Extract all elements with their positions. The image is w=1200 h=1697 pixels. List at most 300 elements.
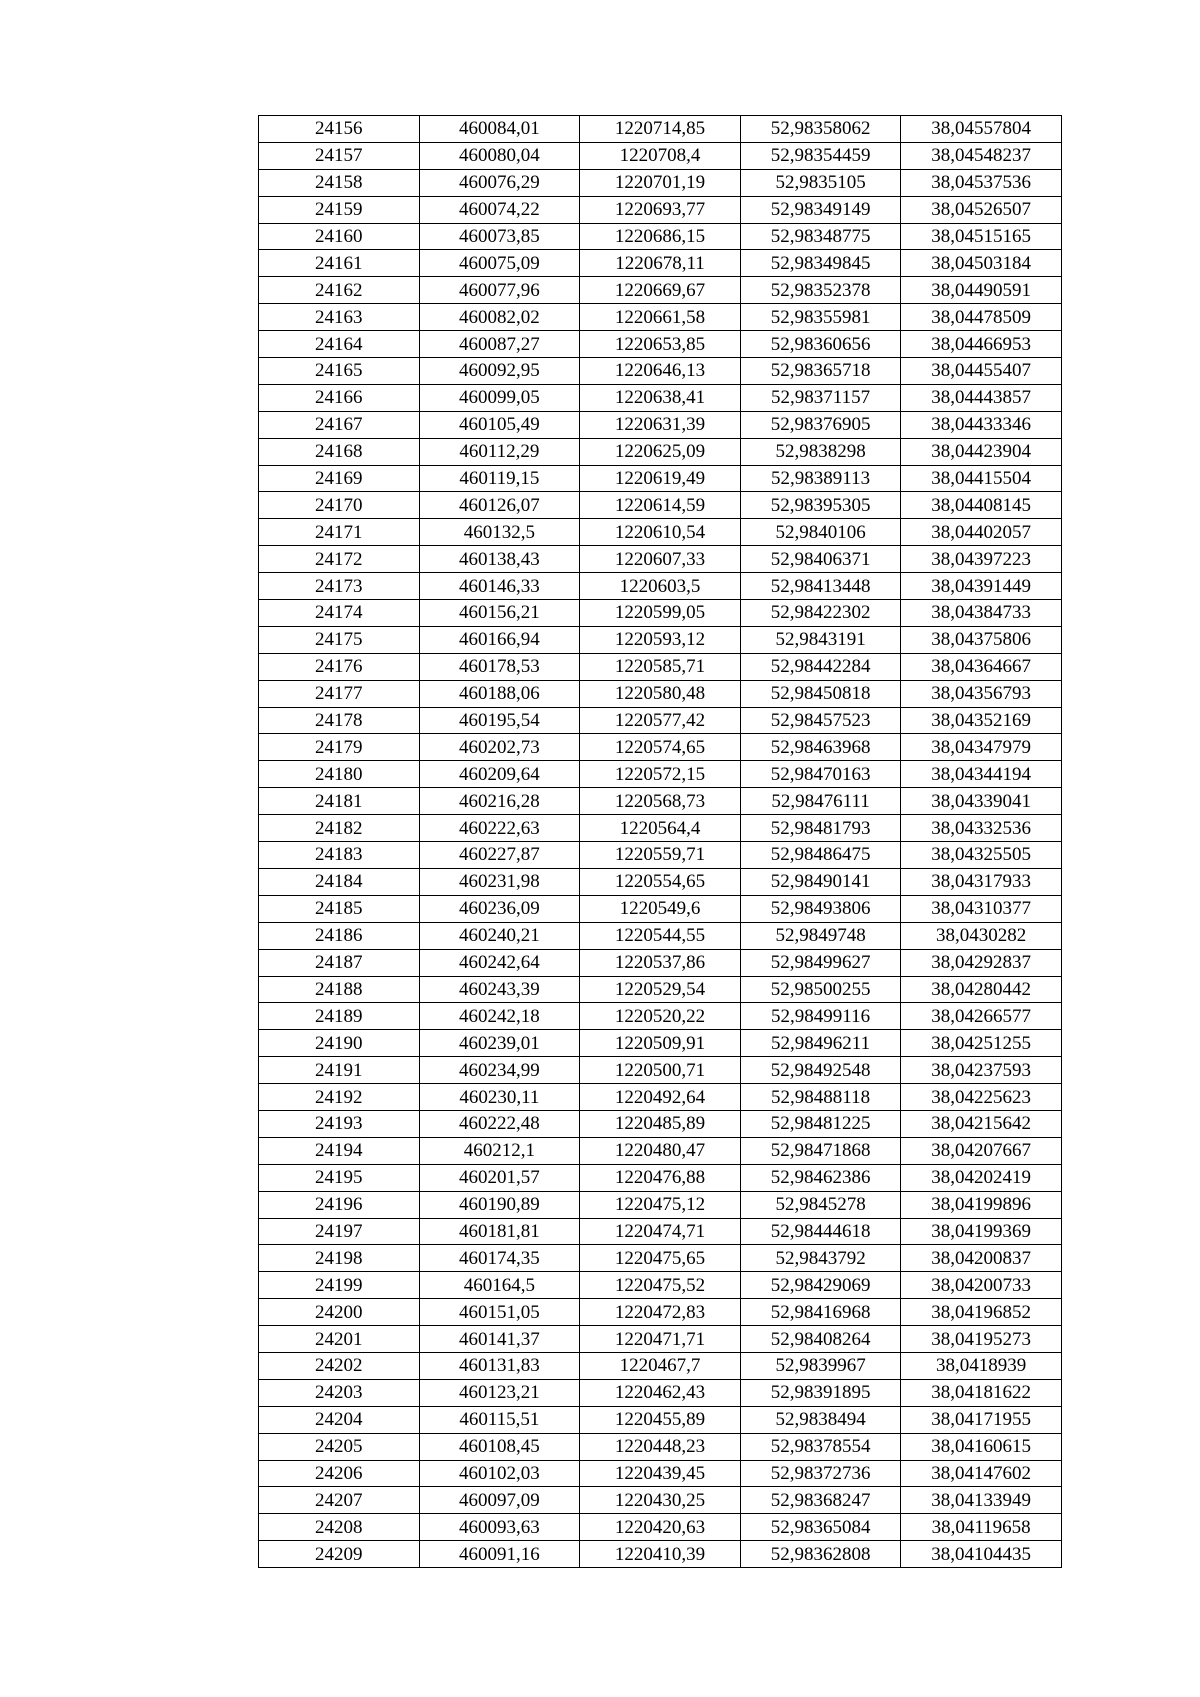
x-coordinate-cell: 460138,43 xyxy=(419,546,580,573)
longitude-cell: 38,04237593 xyxy=(901,1057,1062,1084)
latitude-cell: 52,98422302 xyxy=(740,600,901,627)
longitude-cell: 38,04225623 xyxy=(901,1084,1062,1111)
point-number-cell: 24206 xyxy=(259,1460,420,1487)
table-row xyxy=(259,1460,1062,1487)
table-row xyxy=(259,1272,1062,1299)
y-coordinate-cell: 1220631,39 xyxy=(580,411,741,438)
x-coordinate-cell: 460075,09 xyxy=(419,250,580,277)
point-number-cell: 24173 xyxy=(259,573,420,600)
x-coordinate-cell: 460084,01 xyxy=(419,116,580,143)
longitude-cell: 38,04160615 xyxy=(901,1433,1062,1460)
x-coordinate-cell: 460166,94 xyxy=(419,626,580,653)
x-coordinate-cell: 460242,64 xyxy=(419,949,580,976)
table-row xyxy=(259,250,1062,277)
latitude-cell: 52,98406371 xyxy=(740,546,901,573)
table-row xyxy=(259,465,1062,492)
longitude-cell: 38,04352169 xyxy=(901,707,1062,734)
latitude-cell: 52,9835105 xyxy=(740,169,901,196)
x-coordinate-cell: 460236,09 xyxy=(419,895,580,922)
y-coordinate-cell: 1220603,5 xyxy=(580,573,741,600)
longitude-cell: 38,04384733 xyxy=(901,600,1062,627)
longitude-cell: 38,0418939 xyxy=(901,1352,1062,1379)
x-coordinate-cell: 460216,28 xyxy=(419,788,580,815)
longitude-cell: 38,04332536 xyxy=(901,815,1062,842)
y-coordinate-cell: 1220439,45 xyxy=(580,1460,741,1487)
latitude-cell: 52,98490141 xyxy=(740,868,901,895)
x-coordinate-cell: 460188,06 xyxy=(419,680,580,707)
point-number-cell: 24207 xyxy=(259,1487,420,1514)
longitude-cell: 38,04557804 xyxy=(901,116,1062,143)
latitude-cell: 52,98362808 xyxy=(740,1541,901,1568)
latitude-cell: 52,98349149 xyxy=(740,196,901,223)
point-number-cell: 24183 xyxy=(259,842,420,869)
point-number-cell: 24200 xyxy=(259,1299,420,1326)
y-coordinate-cell: 1220455,89 xyxy=(580,1406,741,1433)
longitude-cell: 38,04375806 xyxy=(901,626,1062,653)
latitude-cell: 52,98416968 xyxy=(740,1299,901,1326)
longitude-cell: 38,04515165 xyxy=(901,223,1062,250)
point-number-cell: 24201 xyxy=(259,1326,420,1353)
table-row xyxy=(259,1110,1062,1137)
point-number-cell: 24176 xyxy=(259,653,420,680)
point-number-cell: 24159 xyxy=(259,196,420,223)
table-row xyxy=(259,304,1062,331)
x-coordinate-cell: 460102,03 xyxy=(419,1460,580,1487)
table-row xyxy=(259,895,1062,922)
table-row xyxy=(259,331,1062,358)
x-coordinate-cell: 460108,45 xyxy=(419,1433,580,1460)
point-number-cell: 24196 xyxy=(259,1191,420,1218)
table-row xyxy=(259,1245,1062,1272)
y-coordinate-cell: 1220549,6 xyxy=(580,895,741,922)
y-coordinate-cell: 1220475,65 xyxy=(580,1245,741,1272)
longitude-cell: 38,04202419 xyxy=(901,1164,1062,1191)
y-coordinate-cell: 1220607,33 xyxy=(580,546,741,573)
longitude-cell: 38,04537536 xyxy=(901,169,1062,196)
latitude-cell: 52,98368247 xyxy=(740,1487,901,1514)
y-coordinate-cell: 1220544,55 xyxy=(580,922,741,949)
longitude-cell: 38,04478509 xyxy=(901,304,1062,331)
latitude-cell: 52,98378554 xyxy=(740,1433,901,1460)
point-number-cell: 24163 xyxy=(259,304,420,331)
latitude-cell: 52,9843191 xyxy=(740,626,901,653)
latitude-cell: 52,98372736 xyxy=(740,1460,901,1487)
x-coordinate-cell: 460105,49 xyxy=(419,411,580,438)
table-row xyxy=(259,680,1062,707)
x-coordinate-cell: 460131,83 xyxy=(419,1352,580,1379)
longitude-cell: 38,04490591 xyxy=(901,277,1062,304)
table-row xyxy=(259,1003,1062,1030)
latitude-cell: 52,98442284 xyxy=(740,653,901,680)
latitude-cell: 52,9845278 xyxy=(740,1191,901,1218)
x-coordinate-cell: 460099,05 xyxy=(419,384,580,411)
latitude-cell: 52,98499116 xyxy=(740,1003,901,1030)
longitude-cell: 38,04147602 xyxy=(901,1460,1062,1487)
y-coordinate-cell: 1220448,23 xyxy=(580,1433,741,1460)
longitude-cell: 38,04356793 xyxy=(901,680,1062,707)
point-number-cell: 24185 xyxy=(259,895,420,922)
longitude-cell: 38,04344194 xyxy=(901,761,1062,788)
table-row xyxy=(259,1379,1062,1406)
x-coordinate-cell: 460156,21 xyxy=(419,600,580,627)
x-coordinate-cell: 460174,35 xyxy=(419,1245,580,1272)
coordinates-table xyxy=(258,115,1062,1568)
x-coordinate-cell: 460212,1 xyxy=(419,1137,580,1164)
latitude-cell: 52,98444618 xyxy=(740,1218,901,1245)
x-coordinate-cell: 460141,37 xyxy=(419,1326,580,1353)
longitude-cell: 38,04171955 xyxy=(901,1406,1062,1433)
y-coordinate-cell: 1220485,89 xyxy=(580,1110,741,1137)
y-coordinate-cell: 1220686,15 xyxy=(580,223,741,250)
point-number-cell: 24167 xyxy=(259,411,420,438)
longitude-cell: 38,04215642 xyxy=(901,1110,1062,1137)
x-coordinate-cell: 460231,98 xyxy=(419,868,580,895)
longitude-cell: 38,04200837 xyxy=(901,1245,1062,1272)
table-row xyxy=(259,492,1062,519)
x-coordinate-cell: 460195,54 xyxy=(419,707,580,734)
latitude-cell: 52,98476111 xyxy=(740,788,901,815)
y-coordinate-cell: 1220476,88 xyxy=(580,1164,741,1191)
latitude-cell: 52,98499627 xyxy=(740,949,901,976)
point-number-cell: 24198 xyxy=(259,1245,420,1272)
y-coordinate-cell: 1220577,42 xyxy=(580,707,741,734)
longitude-cell: 38,04292837 xyxy=(901,949,1062,976)
x-coordinate-cell: 460178,53 xyxy=(419,653,580,680)
y-coordinate-cell: 1220529,54 xyxy=(580,976,741,1003)
y-coordinate-cell: 1220492,64 xyxy=(580,1084,741,1111)
longitude-cell: 38,04397223 xyxy=(901,546,1062,573)
x-coordinate-cell: 460082,02 xyxy=(419,304,580,331)
table-row xyxy=(259,922,1062,949)
table-row xyxy=(259,788,1062,815)
latitude-cell: 52,98450818 xyxy=(740,680,901,707)
x-coordinate-cell: 460234,99 xyxy=(419,1057,580,1084)
y-coordinate-cell: 1220638,41 xyxy=(580,384,741,411)
point-number-cell: 24194 xyxy=(259,1137,420,1164)
x-coordinate-cell: 460181,81 xyxy=(419,1218,580,1245)
x-coordinate-cell: 460240,21 xyxy=(419,922,580,949)
y-coordinate-cell: 1220599,05 xyxy=(580,600,741,627)
y-coordinate-cell: 1220430,25 xyxy=(580,1487,741,1514)
y-coordinate-cell: 1220537,86 xyxy=(580,949,741,976)
x-coordinate-cell: 460077,96 xyxy=(419,277,580,304)
x-coordinate-cell: 460222,48 xyxy=(419,1110,580,1137)
table-row xyxy=(259,1299,1062,1326)
y-coordinate-cell: 1220614,59 xyxy=(580,492,741,519)
point-number-cell: 24195 xyxy=(259,1164,420,1191)
longitude-cell: 38,04251255 xyxy=(901,1030,1062,1057)
table-row xyxy=(259,196,1062,223)
point-number-cell: 24190 xyxy=(259,1030,420,1057)
table-row xyxy=(259,653,1062,680)
longitude-cell: 38,04104435 xyxy=(901,1541,1062,1568)
longitude-cell: 38,04443857 xyxy=(901,384,1062,411)
latitude-cell: 52,98349845 xyxy=(740,250,901,277)
longitude-cell: 38,04433346 xyxy=(901,411,1062,438)
longitude-cell: 38,04455407 xyxy=(901,358,1062,385)
table-row xyxy=(259,519,1062,546)
table-row xyxy=(259,707,1062,734)
point-number-cell: 24175 xyxy=(259,626,420,653)
x-coordinate-cell: 460126,07 xyxy=(419,492,580,519)
latitude-cell: 52,98358062 xyxy=(740,116,901,143)
point-number-cell: 24180 xyxy=(259,761,420,788)
longitude-cell: 38,04181622 xyxy=(901,1379,1062,1406)
table-row xyxy=(259,546,1062,573)
point-number-cell: 24188 xyxy=(259,976,420,1003)
latitude-cell: 52,98496211 xyxy=(740,1030,901,1057)
table-row xyxy=(259,1514,1062,1541)
table-row xyxy=(259,1030,1062,1057)
point-number-cell: 24170 xyxy=(259,492,420,519)
point-number-cell: 24168 xyxy=(259,438,420,465)
table-row xyxy=(259,842,1062,869)
point-number-cell: 24186 xyxy=(259,922,420,949)
point-number-cell: 24166 xyxy=(259,384,420,411)
table-row xyxy=(259,1084,1062,1111)
x-coordinate-cell: 460073,85 xyxy=(419,223,580,250)
longitude-cell: 38,04402057 xyxy=(901,519,1062,546)
x-coordinate-cell: 460097,09 xyxy=(419,1487,580,1514)
x-coordinate-cell: 460132,5 xyxy=(419,519,580,546)
latitude-cell: 52,98365718 xyxy=(740,358,901,385)
x-coordinate-cell: 460119,15 xyxy=(419,465,580,492)
table-row xyxy=(259,438,1062,465)
x-coordinate-cell: 460115,51 xyxy=(419,1406,580,1433)
x-coordinate-cell: 460080,04 xyxy=(419,142,580,169)
table-row xyxy=(259,277,1062,304)
y-coordinate-cell: 1220475,52 xyxy=(580,1272,741,1299)
y-coordinate-cell: 1220564,4 xyxy=(580,815,741,842)
point-number-cell: 24172 xyxy=(259,546,420,573)
table-row xyxy=(259,142,1062,169)
table-row xyxy=(259,1352,1062,1379)
x-coordinate-cell: 460164,5 xyxy=(419,1272,580,1299)
x-coordinate-cell: 460227,87 xyxy=(419,842,580,869)
point-number-cell: 24177 xyxy=(259,680,420,707)
x-coordinate-cell: 460074,22 xyxy=(419,196,580,223)
latitude-cell: 52,98500255 xyxy=(740,976,901,1003)
point-number-cell: 24197 xyxy=(259,1218,420,1245)
table-row xyxy=(259,1406,1062,1433)
y-coordinate-cell: 1220585,71 xyxy=(580,653,741,680)
latitude-cell: 52,9838298 xyxy=(740,438,901,465)
latitude-cell: 52,98376905 xyxy=(740,411,901,438)
y-coordinate-cell: 1220669,67 xyxy=(580,277,741,304)
coordinates-table-body xyxy=(259,116,1062,1568)
point-number-cell: 24157 xyxy=(259,142,420,169)
y-coordinate-cell: 1220520,22 xyxy=(580,1003,741,1030)
point-number-cell: 24182 xyxy=(259,815,420,842)
table-row xyxy=(259,169,1062,196)
table-row xyxy=(259,1541,1062,1568)
longitude-cell: 38,04526507 xyxy=(901,196,1062,223)
table-row xyxy=(259,1326,1062,1353)
x-coordinate-cell: 460087,27 xyxy=(419,331,580,358)
table-row xyxy=(259,1137,1062,1164)
y-coordinate-cell: 1220580,48 xyxy=(580,680,741,707)
longitude-cell: 38,04503184 xyxy=(901,250,1062,277)
longitude-cell: 38,04466953 xyxy=(901,331,1062,358)
table-row xyxy=(259,761,1062,788)
longitude-cell: 38,04280442 xyxy=(901,976,1062,1003)
longitude-cell: 38,04195273 xyxy=(901,1326,1062,1353)
y-coordinate-cell: 1220509,91 xyxy=(580,1030,741,1057)
latitude-cell: 52,98457523 xyxy=(740,707,901,734)
y-coordinate-cell: 1220661,58 xyxy=(580,304,741,331)
x-coordinate-cell: 460076,29 xyxy=(419,169,580,196)
x-coordinate-cell: 460190,89 xyxy=(419,1191,580,1218)
y-coordinate-cell: 1220568,73 xyxy=(580,788,741,815)
longitude-cell: 38,04200733 xyxy=(901,1272,1062,1299)
point-number-cell: 24160 xyxy=(259,223,420,250)
latitude-cell: 52,98470163 xyxy=(740,761,901,788)
table-row xyxy=(259,223,1062,250)
point-number-cell: 24203 xyxy=(259,1379,420,1406)
point-number-cell: 24189 xyxy=(259,1003,420,1030)
x-coordinate-cell: 460151,05 xyxy=(419,1299,580,1326)
x-coordinate-cell: 460242,18 xyxy=(419,1003,580,1030)
table-row xyxy=(259,1487,1062,1514)
y-coordinate-cell: 1220559,71 xyxy=(580,842,741,869)
longitude-cell: 38,04423904 xyxy=(901,438,1062,465)
y-coordinate-cell: 1220471,71 xyxy=(580,1326,741,1353)
point-number-cell: 24205 xyxy=(259,1433,420,1460)
y-coordinate-cell: 1220714,85 xyxy=(580,116,741,143)
point-number-cell: 24187 xyxy=(259,949,420,976)
point-number-cell: 24208 xyxy=(259,1514,420,1541)
x-coordinate-cell: 460202,73 xyxy=(419,734,580,761)
x-coordinate-cell: 460123,21 xyxy=(419,1379,580,1406)
y-coordinate-cell: 1220593,12 xyxy=(580,626,741,653)
table-row xyxy=(259,358,1062,385)
y-coordinate-cell: 1220574,65 xyxy=(580,734,741,761)
y-coordinate-cell: 1220708,4 xyxy=(580,142,741,169)
point-number-cell: 24179 xyxy=(259,734,420,761)
point-number-cell: 24174 xyxy=(259,600,420,627)
latitude-cell: 52,98354459 xyxy=(740,142,901,169)
longitude-cell: 38,04133949 xyxy=(901,1487,1062,1514)
latitude-cell: 52,98463968 xyxy=(740,734,901,761)
longitude-cell: 38,04119658 xyxy=(901,1514,1062,1541)
y-coordinate-cell: 1220420,63 xyxy=(580,1514,741,1541)
x-coordinate-cell: 460209,64 xyxy=(419,761,580,788)
y-coordinate-cell: 1220472,83 xyxy=(580,1299,741,1326)
point-number-cell: 24178 xyxy=(259,707,420,734)
longitude-cell: 38,04415504 xyxy=(901,465,1062,492)
point-number-cell: 24181 xyxy=(259,788,420,815)
table-row xyxy=(259,868,1062,895)
latitude-cell: 52,98462386 xyxy=(740,1164,901,1191)
y-coordinate-cell: 1220678,11 xyxy=(580,250,741,277)
y-coordinate-cell: 1220610,54 xyxy=(580,519,741,546)
latitude-cell: 52,98429069 xyxy=(740,1272,901,1299)
x-coordinate-cell: 460201,57 xyxy=(419,1164,580,1191)
x-coordinate-cell: 460092,95 xyxy=(419,358,580,385)
x-coordinate-cell: 460239,01 xyxy=(419,1030,580,1057)
latitude-cell: 52,98389113 xyxy=(740,465,901,492)
table-row xyxy=(259,384,1062,411)
table-row xyxy=(259,1191,1062,1218)
point-number-cell: 24162 xyxy=(259,277,420,304)
x-coordinate-cell: 460230,11 xyxy=(419,1084,580,1111)
longitude-cell: 38,04196852 xyxy=(901,1299,1062,1326)
longitude-cell: 38,04347979 xyxy=(901,734,1062,761)
latitude-cell: 52,9839967 xyxy=(740,1352,901,1379)
longitude-cell: 38,04408145 xyxy=(901,492,1062,519)
longitude-cell: 38,0430282 xyxy=(901,922,1062,949)
latitude-cell: 52,98471868 xyxy=(740,1137,901,1164)
latitude-cell: 52,98395305 xyxy=(740,492,901,519)
latitude-cell: 52,98355981 xyxy=(740,304,901,331)
longitude-cell: 38,04199369 xyxy=(901,1218,1062,1245)
latitude-cell: 52,98348775 xyxy=(740,223,901,250)
y-coordinate-cell: 1220467,7 xyxy=(580,1352,741,1379)
latitude-cell: 52,98493806 xyxy=(740,895,901,922)
table-row xyxy=(259,626,1062,653)
longitude-cell: 38,04391449 xyxy=(901,573,1062,600)
point-number-cell: 24158 xyxy=(259,169,420,196)
latitude-cell: 52,9849748 xyxy=(740,922,901,949)
latitude-cell: 52,98365084 xyxy=(740,1514,901,1541)
latitude-cell: 52,9843792 xyxy=(740,1245,901,1272)
longitude-cell: 38,04199896 xyxy=(901,1191,1062,1218)
table-row xyxy=(259,1218,1062,1245)
latitude-cell: 52,98360656 xyxy=(740,331,901,358)
latitude-cell: 52,98391895 xyxy=(740,1379,901,1406)
point-number-cell: 24165 xyxy=(259,358,420,385)
longitude-cell: 38,04339041 xyxy=(901,788,1062,815)
latitude-cell: 52,98481793 xyxy=(740,815,901,842)
y-coordinate-cell: 1220701,19 xyxy=(580,169,741,196)
longitude-cell: 38,04317933 xyxy=(901,868,1062,895)
table-row xyxy=(259,116,1062,143)
x-coordinate-cell: 460112,29 xyxy=(419,438,580,465)
table-row xyxy=(259,411,1062,438)
longitude-cell: 38,04266577 xyxy=(901,1003,1062,1030)
y-coordinate-cell: 1220475,12 xyxy=(580,1191,741,1218)
table-row xyxy=(259,1433,1062,1460)
table-row xyxy=(259,1057,1062,1084)
latitude-cell: 52,98486475 xyxy=(740,842,901,869)
x-coordinate-cell: 460146,33 xyxy=(419,573,580,600)
longitude-cell: 38,04325505 xyxy=(901,842,1062,869)
point-number-cell: 24191 xyxy=(259,1057,420,1084)
y-coordinate-cell: 1220653,85 xyxy=(580,331,741,358)
point-number-cell: 24199 xyxy=(259,1272,420,1299)
latitude-cell: 52,98413448 xyxy=(740,573,901,600)
longitude-cell: 38,04207667 xyxy=(901,1137,1062,1164)
table-row xyxy=(259,815,1062,842)
point-number-cell: 24193 xyxy=(259,1110,420,1137)
latitude-cell: 52,98352378 xyxy=(740,277,901,304)
longitude-cell: 38,04364667 xyxy=(901,653,1062,680)
table-row xyxy=(259,573,1062,600)
y-coordinate-cell: 1220410,39 xyxy=(580,1541,741,1568)
y-coordinate-cell: 1220474,71 xyxy=(580,1218,741,1245)
latitude-cell: 52,98492548 xyxy=(740,1057,901,1084)
latitude-cell: 52,98371157 xyxy=(740,384,901,411)
point-number-cell: 24171 xyxy=(259,519,420,546)
point-number-cell: 24209 xyxy=(259,1541,420,1568)
table-row xyxy=(259,949,1062,976)
y-coordinate-cell: 1220500,71 xyxy=(580,1057,741,1084)
y-coordinate-cell: 1220646,13 xyxy=(580,358,741,385)
x-coordinate-cell: 460243,39 xyxy=(419,976,580,1003)
y-coordinate-cell: 1220625,09 xyxy=(580,438,741,465)
longitude-cell: 38,04548237 xyxy=(901,142,1062,169)
table-row xyxy=(259,976,1062,1003)
